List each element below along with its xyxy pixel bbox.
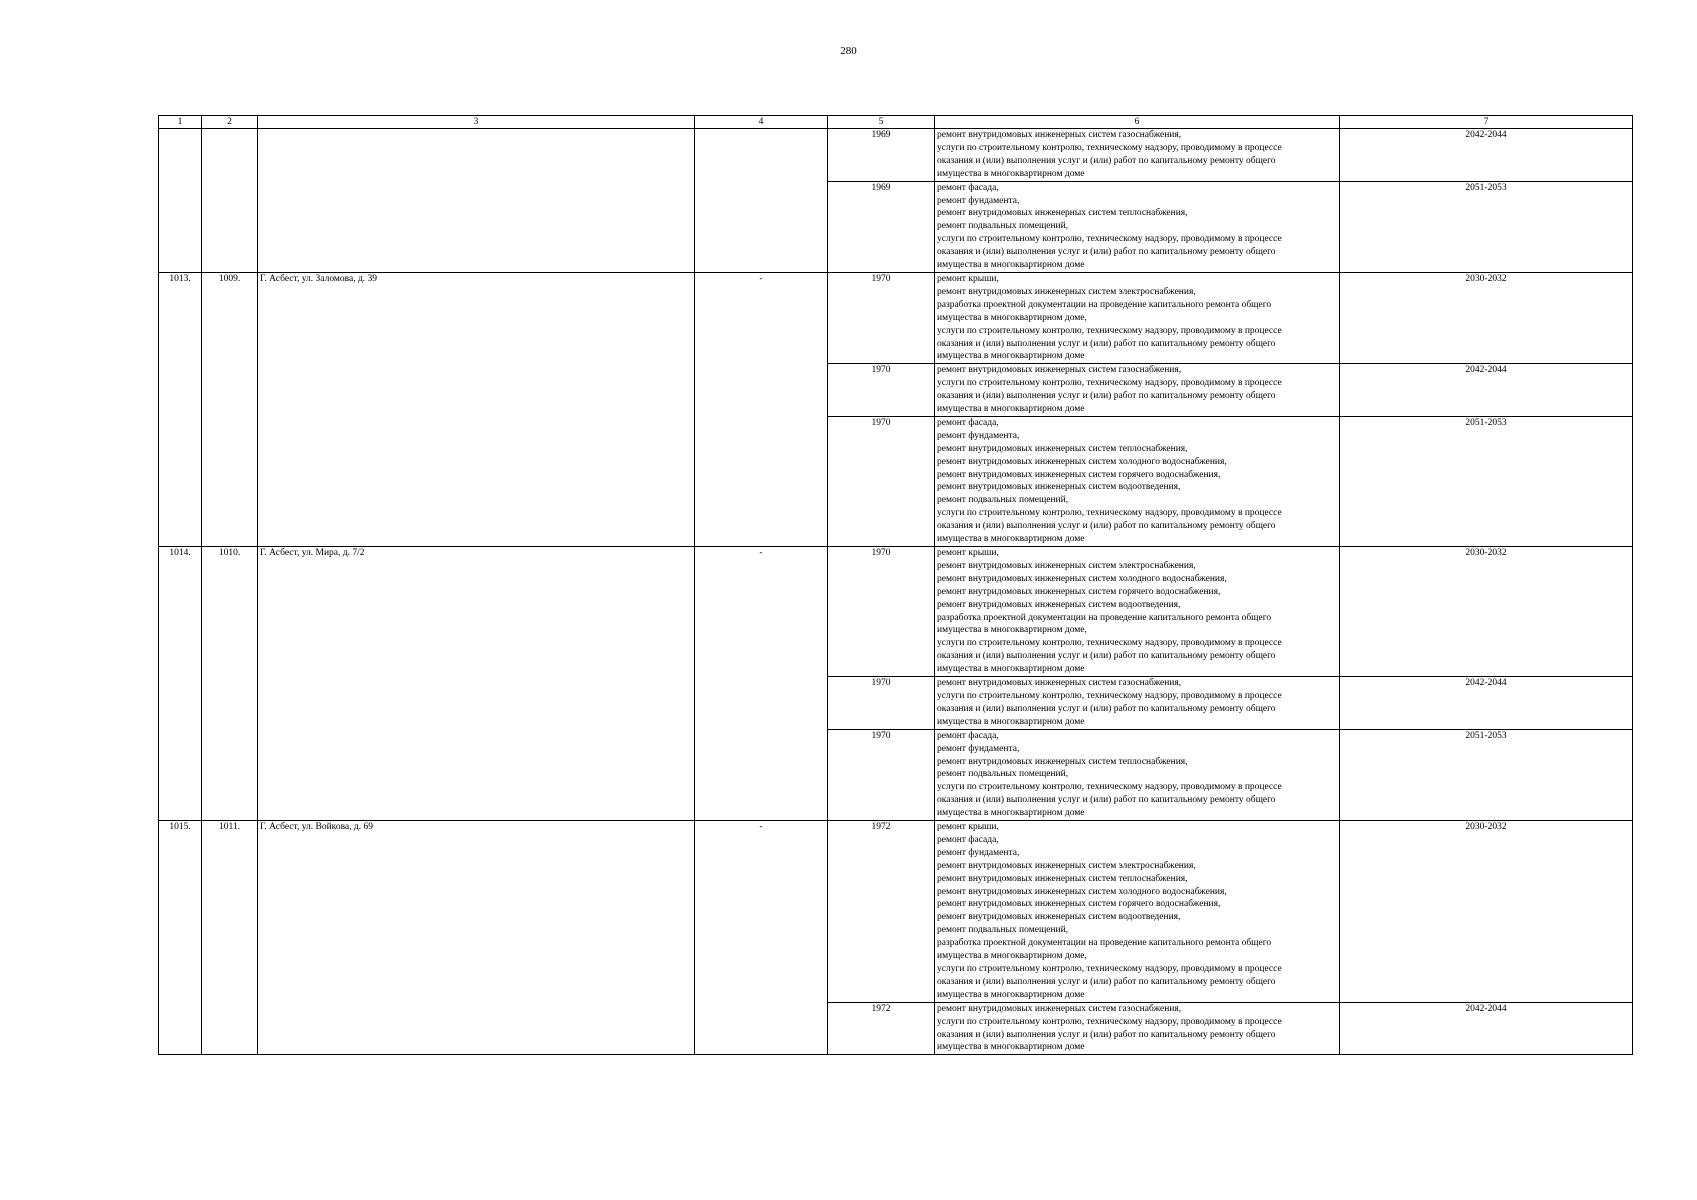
work-item: имущества в многоквартирном доме, (937, 312, 1087, 323)
row-number-cell: 1013. (159, 272, 202, 546)
work-item: имущества в многоквартирном доме, (937, 951, 1087, 962)
work-item: ремонт крыши, (937, 822, 999, 833)
period-cell: 2051-2053 (1340, 416, 1633, 546)
work-item: оказания и (или) выполнения услуг и (или) работ по капитальному ремонту общего (937, 521, 1276, 532)
work-item: ремонт фундамента, (937, 195, 1020, 206)
work-item: услуги по строительному контролю, техническому надзору, проводимому в процессе (937, 142, 1282, 153)
repair-plan-table (158, 115, 1633, 1055)
row-number-cell (159, 129, 202, 273)
row-number-cell: 1015. (159, 821, 202, 1055)
work-item: оказания и (или) выполнения услуг и (или) работ по капитальному ремонту общего (937, 247, 1276, 258)
work-item: оказания и (или) выполнения услуг и (или) работ по капитальному ремонту общего (937, 703, 1276, 714)
period-cell: 2051-2053 (1340, 181, 1633, 272)
work-item: ремонт внутридомовых инженерных систем электроснабжения, (937, 860, 1196, 871)
year-cell: 1970 (828, 547, 935, 677)
period-cell: 2042-2044 (1340, 1002, 1633, 1055)
period-cell: 2051-2053 (1340, 729, 1633, 820)
work-item: имущества в многоквартирном доме (937, 808, 1085, 819)
works-cell (935, 677, 1340, 730)
house-id-cell: 1010. (202, 547, 258, 821)
work-item: оказания и (или) выполнения услуг и (или) работ по капитальному ремонту общего (937, 391, 1276, 402)
work-item: ремонт подвальных помещений, (937, 495, 1069, 506)
column-4-cell: - (695, 272, 828, 546)
year-cell: 1969 (828, 129, 935, 182)
work-item: услуги по строительному контролю, техническому надзору, проводимому в процессе (937, 378, 1282, 389)
work-item: оказания и (или) выполнения услуг и (или) работ по капитальному ремонту общего (937, 155, 1276, 166)
work-item: имущества в многоквартирном доме (937, 1042, 1085, 1053)
period-cell: 2030-2032 (1340, 821, 1633, 1003)
column-number: 7 (1340, 116, 1633, 129)
work-item: ремонт фундамента, (937, 430, 1020, 441)
work-item: имущества в многоквартирном доме, (937, 625, 1087, 636)
address-cell: Г. Асбест, ул. Мира, д. 7/2 (258, 547, 695, 821)
table-row (159, 129, 1633, 182)
year-cell: 1970 (828, 272, 935, 363)
work-item: имущества в многоквартирном доме (937, 534, 1085, 545)
work-item: ремонт фасада, (937, 182, 999, 193)
work-item: оказания и (или) выполнения услуг и (или) работ по капитальному ремонту общего (937, 795, 1276, 806)
work-item: услуги по строительному контролю, техническому надзору, проводимому в процессе (937, 690, 1282, 701)
work-item: имущества в многоквартирном доме (937, 404, 1085, 415)
work-item: ремонт внутридомовых инженерных систем теплоснабжения, (937, 443, 1188, 454)
address-cell: Г. Асбест, ул. Заломова, д. 39 (258, 272, 695, 546)
work-item: услуги по строительному контролю, техническому надзору, проводимому в процессе (937, 234, 1282, 245)
address-cell (258, 129, 695, 273)
period-cell: 2030-2032 (1340, 547, 1633, 677)
work-item: ремонт внутридомовых инженерных систем горячего водоснабжения, (937, 586, 1221, 597)
column-number: 1 (159, 116, 202, 129)
work-item: оказания и (или) выполнения услуг и (или) работ по капитальному ремонту общего (937, 651, 1276, 662)
house-id-cell: 1009. (202, 272, 258, 546)
table-row (159, 547, 1633, 677)
year-cell: 1970 (828, 677, 935, 730)
work-item: услуги по строительному контролю, техническому надзору, проводимому в процессе (937, 1016, 1282, 1027)
column-4-cell: - (695, 821, 828, 1055)
address-cell: Г. Асбест, ул. Войкова, д. 69 (258, 821, 695, 1055)
works-cell (935, 729, 1340, 820)
work-item: оказания и (или) выполнения услуг и (или) работ по капитальному ремонту общего (937, 338, 1276, 349)
work-item: ремонт фасада, (937, 730, 999, 741)
work-item: ремонт внутридомовых инженерных систем электроснабжения, (937, 560, 1196, 571)
work-item: оказания и (или) выполнения услуг и (или) работ по капитальному ремонту общего (937, 976, 1276, 987)
work-item: имущества в многоквартирном доме (937, 989, 1085, 1000)
table-row (159, 272, 1633, 363)
column-4-cell: - (695, 547, 828, 821)
year-cell: 1970 (828, 729, 935, 820)
work-item: ремонт внутридомовых инженерных систем холодного водоснабжения, (937, 456, 1227, 467)
work-item: разработка проектной документации на проведение капитального ремонта общего (937, 612, 1272, 623)
column-number: 4 (695, 116, 828, 129)
works-cell (935, 364, 1340, 417)
work-item: имущества в многоквартирном доме (937, 168, 1085, 179)
year-cell: 1972 (828, 821, 935, 1003)
work-item: ремонт фундамента, (937, 743, 1020, 754)
work-item: ремонт крыши, (937, 548, 999, 558)
work-item: ремонт внутридомовых инженерных систем холодного водоснабжения, (937, 573, 1227, 584)
page-number: 280 (840, 45, 857, 57)
work-item: ремонт внутридомовых инженерных систем водоотведения, (937, 482, 1181, 493)
work-item: услуги по строительному контролю, техническому надзору, проводимому в процессе (937, 638, 1282, 649)
row-number-cell: 1014. (159, 547, 202, 821)
column-number: 6 (935, 116, 1340, 129)
year-cell: 1972 (828, 1002, 935, 1055)
works-cell (935, 1002, 1340, 1055)
work-item: ремонт внутридомовых инженерных систем холодного водоснабжения, (937, 886, 1227, 897)
work-item: услуги по строительному контролю, техническому надзору, проводимому в процессе (937, 508, 1282, 519)
work-item: имущества в многоквартирном доме (937, 260, 1085, 271)
work-item: ремонт крыши, (937, 273, 999, 284)
work-item: ремонт подвальных помещений, (937, 925, 1069, 936)
work-item: ремонт внутридомовых инженерных систем водоотведения, (937, 599, 1181, 610)
period-cell: 2042-2044 (1340, 364, 1633, 417)
column-number: 5 (828, 116, 935, 129)
work-item: услуги по строительному контролю, техническому надзору, проводимому в процессе (937, 782, 1282, 793)
work-item: разработка проектной документации на проведение капитального ремонта общего (937, 299, 1272, 310)
work-item: ремонт фасада, (937, 834, 999, 845)
column-number-row (159, 116, 1633, 129)
work-item: ремонт фундамента, (937, 847, 1020, 858)
work-item: ремонт внутридомовых инженерных систем газоснабжения, (937, 678, 1182, 689)
work-item: ремонт подвальных помещений, (937, 221, 1069, 232)
work-item: ремонт внутридомовых инженерных систем газоснабжения, (937, 1003, 1182, 1014)
works-cell (935, 181, 1340, 272)
work-item: ремонт внутридомовых инженерных систем водоотведения, (937, 912, 1181, 923)
house-id-cell: 1011. (202, 821, 258, 1055)
work-item: услуги по строительному контролю, техническому надзору, проводимому в процессе (937, 964, 1282, 974)
column-4-cell (695, 129, 828, 273)
work-item: разработка проектной документации на проведение капитального ремонта общего (937, 938, 1272, 949)
work-item: ремонт внутридомовых инженерных систем газоснабжения, (937, 365, 1182, 376)
work-item: ремонт подвальных помещений, (937, 769, 1069, 780)
work-item: ремонт фасада, (937, 417, 999, 428)
work-item: услуги по строительному контролю, техническому надзору, проводимому в процессе (937, 325, 1282, 336)
house-id-cell (202, 129, 258, 273)
works-cell (935, 129, 1340, 182)
period-cell: 2030-2032 (1340, 272, 1633, 363)
work-item: ремонт внутридомовых инженерных систем теплоснабжения, (937, 873, 1188, 884)
table-row (159, 821, 1633, 1003)
works-cell (935, 821, 1340, 1003)
year-cell: 1969 (828, 181, 935, 272)
work-item: оказания и (или) выполнения услуг и (или) работ по капитальному ремонту общего (937, 1029, 1276, 1040)
table-body (159, 129, 1633, 1055)
work-item: ремонт внутридомовых инженерных систем электроснабжения, (937, 286, 1196, 297)
period-cell: 2042-2044 (1340, 129, 1633, 182)
work-item: имущества в многоквартирном доме (937, 664, 1085, 675)
period-cell: 2042-2044 (1340, 677, 1633, 730)
column-number: 3 (258, 116, 695, 129)
works-cell (935, 416, 1340, 546)
work-item: ремонт внутридомовых инженерных систем горячего водоснабжения, (937, 899, 1221, 910)
works-cell (935, 272, 1340, 363)
works-cell (935, 547, 1340, 677)
work-item: имущества в многоквартирном доме (937, 351, 1085, 362)
work-item: ремонт внутридомовых инженерных систем теплоснабжения, (937, 208, 1188, 219)
work-item: ремонт внутридомовых инженерных систем теплоснабжения, (937, 756, 1188, 767)
work-item: ремонт внутридомовых инженерных систем газоснабжения, (937, 130, 1182, 140)
year-cell: 1970 (828, 364, 935, 417)
work-item: имущества в многоквартирном доме (937, 716, 1085, 727)
work-item: ремонт внутридомовых инженерных систем горячего водоснабжения, (937, 469, 1221, 480)
year-cell: 1970 (828, 416, 935, 546)
column-number: 2 (202, 116, 258, 129)
